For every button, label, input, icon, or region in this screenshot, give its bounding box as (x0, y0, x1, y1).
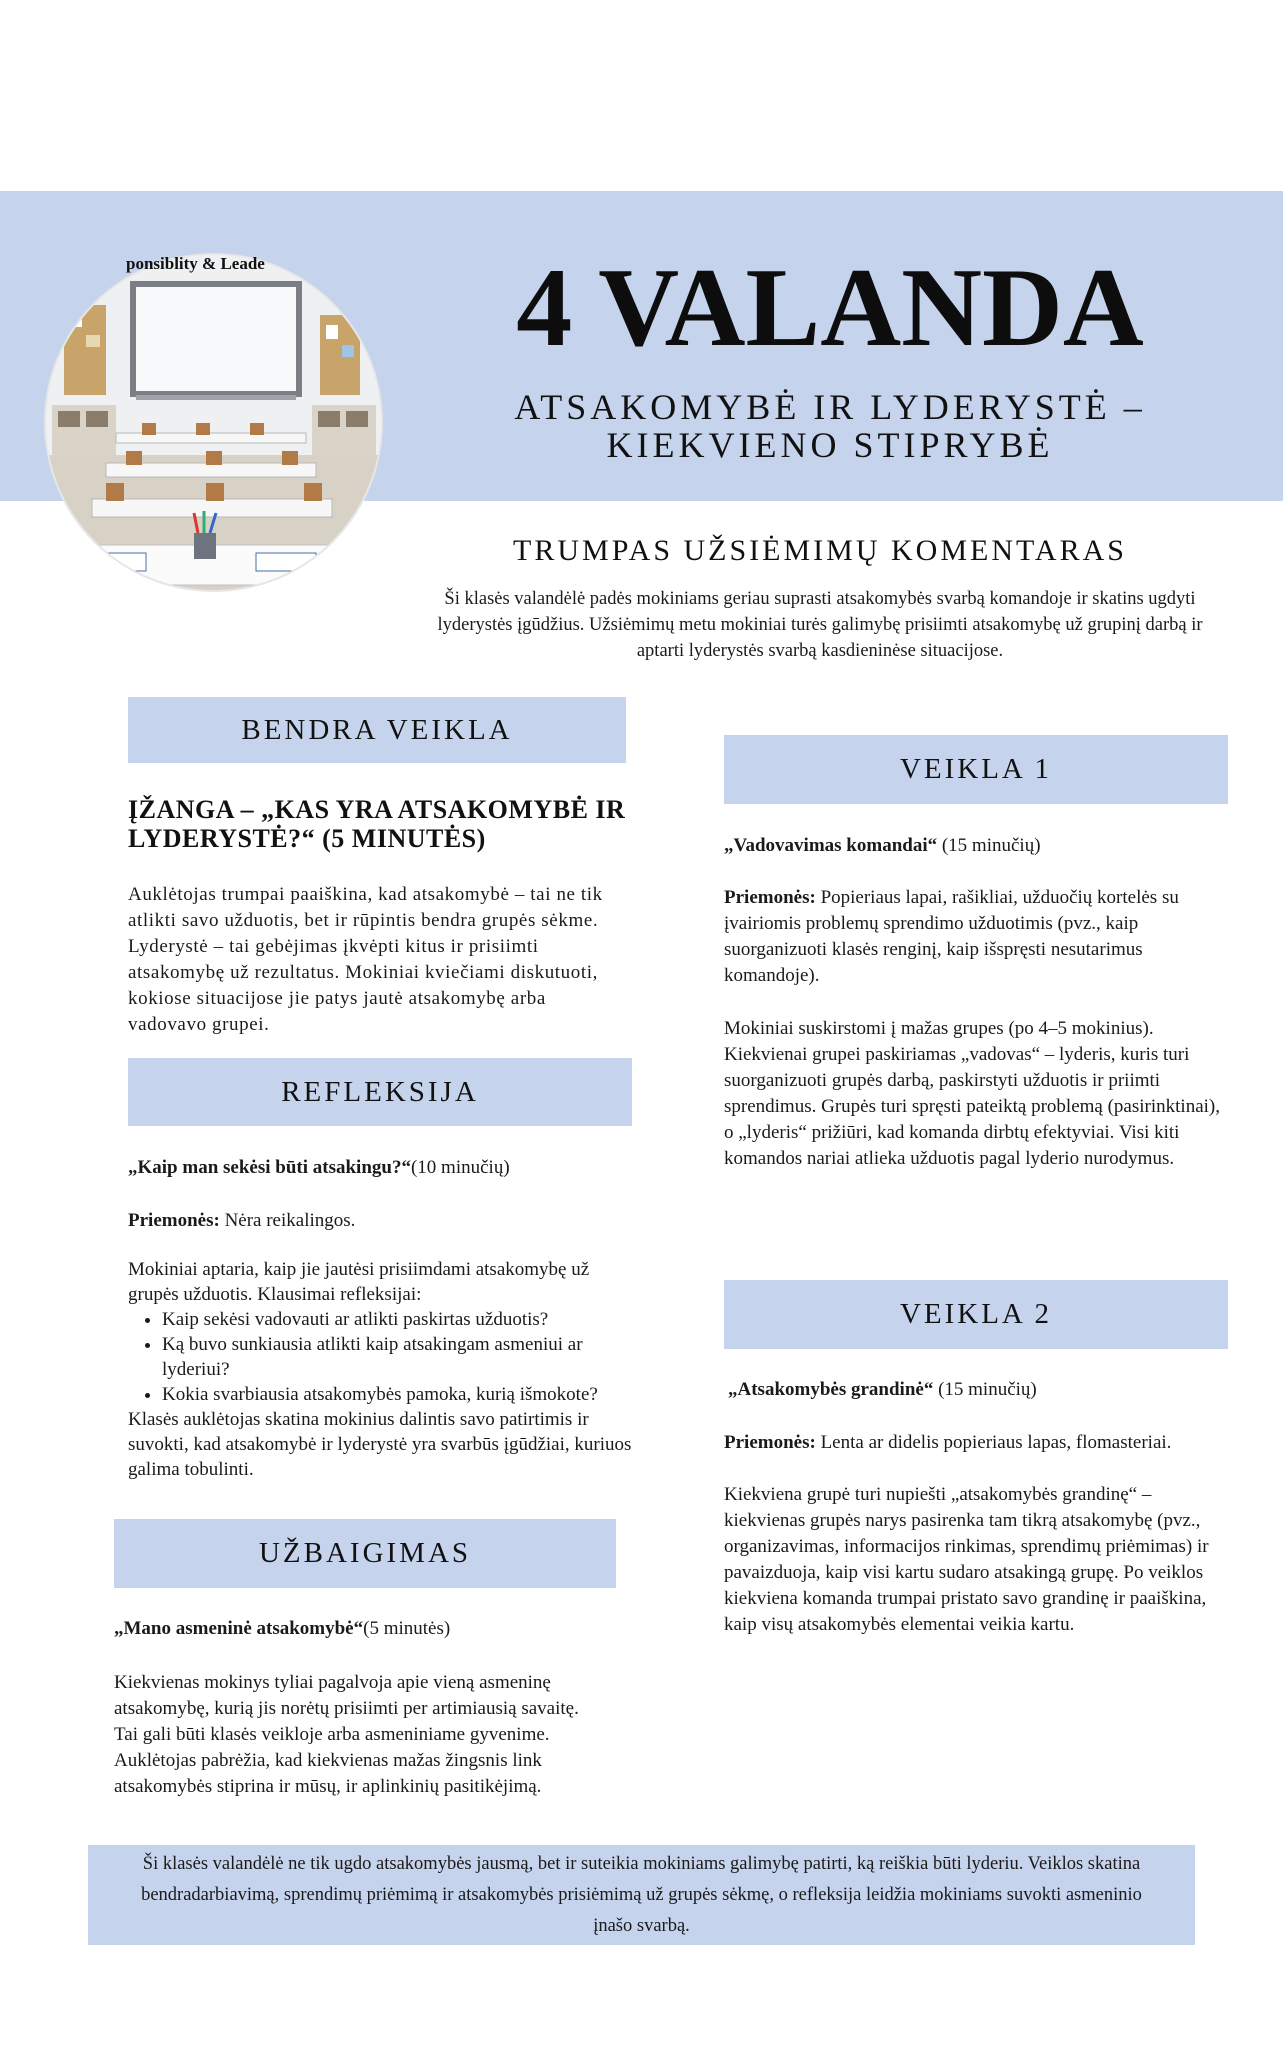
reflection-question: • Ką buvo sunkiausia atlikti kaip atsakingam asmeniui ar lyderiui? (162, 1332, 638, 1382)
page-subtitle (440, 388, 1220, 464)
general-activity-heading: BENDRA VEIKLA (128, 697, 626, 763)
reflection-question: • Kokia svarbiausia atsakomybės pamoka, kurią išmokote? (162, 1382, 638, 1407)
ending-subtitle (114, 1616, 634, 1642)
activity1-heading: VEIKLA 1 (724, 735, 1228, 804)
comment-text: Ši klasės valandėlė padės mokiniams geriau suprasti atsakomybės svarbą komandoje ir skatins ugdyti lyderystės įgūdžius. Užsiėmimų metu mokiniai turės galimybę prisiimti atsakomybę už grupinį darbą ir aptarti lyderystės svarbą kasdieninėse situacijose. (437, 589, 1203, 661)
activity2-materials (724, 1430, 1234, 1456)
reflection-materials-label: Priemonės: (128, 1210, 220, 1231)
summary-text: Ši klasės valandėlė ne tik ugdo atsakomybės jausmą, bet ir suteikia mokiniams galimybę patirti, ką reiškia būti lyderiu. Veiklos skatina bendradarbiavimą, sprendimų priėmimą ir atsakomybės prisiėmimą už grupės sėkmę, o refleksija leidžia mokiniams suvokti asmeninio įnašo svarbą. (141, 1853, 1142, 1936)
activity1-subtitle (724, 833, 1234, 859)
ending-duration: (5 minutės) (363, 1618, 451, 1639)
classroom-photo (46, 255, 381, 590)
activity1-text: Mokiniai suskirstomi į mažas grupes (po 4–5 mokinius). Kiekvienai grupei paskiriamas „vadovas“ – lyderis, kuris turi suorganizuoti grupės darbą, paskirstyti užduotis ir priimti sprendimus. Grupės turi spręsti pateiktą problemą (pasirinktinai), o „lyderis“ prižiūri, kad komanda dirbtų efektyviai. Visi kiti komandos nariai atlieka užduotis pagal lyderio nurodymus. (724, 1018, 1220, 1169)
activity1-materials (724, 885, 1234, 989)
activity1-materials-label: Priemonės: (724, 887, 816, 908)
activity1-duration: (15 minučių) (937, 835, 1041, 856)
image-caption: ponsiblity & Leade (126, 254, 265, 273)
activity1-subtitle-bold: „Vadovavimas komandai“ (724, 835, 938, 856)
classroom-illustration (46, 255, 381, 590)
intro-title: ĮŽANGA – „KAS YRA ATSAKOMYBĖ IR LYDERYSTĖ?“ (5 MINUTĖS) (128, 795, 626, 853)
ending-text: Kiekvienas mokinys tyliai pagalvoja apie vieną asmeninę atsakomybę, kurią jis norėtų prisiimti per artimiausią savaitę. Tai gali būti klasės veikloje arba asmeniniame gyvenime. Auklėtojas pabrėžia, kad kiekvienas mažas žingsnis link atsakomybės stiprina ir mūsų, ir aplinkinių pasitikėjimą. (114, 1672, 579, 1797)
reflection-subtitle (128, 1155, 638, 1181)
activity2-subtitle-bold: „Atsakomybės grandinė“ (728, 1379, 934, 1400)
activity2-materials-text: Lenta ar didelis popieriaus lapas, flomasteriai. (815, 1432, 1172, 1453)
summary-footer (88, 1845, 1195, 1945)
subtitle-line-1: ATSAKOMYBĖ IR LYDERYSTĖ – (514, 387, 1146, 427)
activity2-materials-label: Priemonės: (724, 1432, 816, 1453)
subtitle-line-2: KIEKVIENO STIPRYBĖ (606, 425, 1054, 465)
reflection-question: • Kaip sekėsi vadovauti ar atlikti paskirtas užduotis? (162, 1307, 638, 1332)
reflection-closing: Klasės auklėtojas skatina mokinius dalintis savo patirtimis ir suvokti, kad atsakomybė ir lyderystė yra svarbūs įgūdžiai, kuriuos galima tobulinti. (128, 1409, 632, 1480)
reflection-subtitle-bold: „Kaip man sekėsi būti atsakingu?“ (128, 1157, 411, 1178)
reflection-materials (128, 1208, 638, 1234)
page-title: 4 VALANDA (516, 246, 1144, 370)
comment-title: TRUMPAS UŽSIĖMIMŲ KOMENTARAS (513, 534, 1127, 567)
intro-text: Auklėtojas trumpai paaiškina, kad atsakomybė – tai ne tik atlikti savo užduotis, bet ir rūpintis bendra grupės sėkme. Lyderystė – tai gebėjimas įkvėpti kitus ir prisiimti atsakomybę už rezultatus. Mokiniai kviečiami diskutuoti, kokiose situacijose jie patys jautė atsakomybę arba vadovavo grupei. (128, 884, 603, 1035)
reflection-intro: Mokiniai aptaria, kaip jie jautėsi prisiimdami atsakomybę už grupės užduotis. Klausimai refleksijai: (128, 1259, 590, 1305)
reflection-body (128, 1257, 638, 1482)
activity1-materials-text: Popieriaus lapai, rašikliai, užduočių kortelės su įvairiomis problemų sprendimo užduotimis (pvz., kaip suorganizuoti klasės renginį, kaip išspręsti nesutarimus komandoje). (724, 887, 1179, 986)
ending-subtitle-bold: „Mano asmeninė atsakomybė“ (114, 1618, 364, 1639)
reflection-materials-text: Nėra reikalingos. (219, 1210, 356, 1231)
activity2-duration: (15 minučių) (933, 1379, 1037, 1400)
reflection-heading: REFLEKSIJA (128, 1058, 632, 1126)
reflection-duration: (10 minučių) (410, 1157, 510, 1178)
activity2-text: Kiekviena grupė turi nupiešti „atsakomybės grandinę“ – kiekvienas grupės narys pasirenka tam tikrą atsakomybę (pvz., organizavimas, informacijos rinkimas, sprendimų priėmimas) ir pavaizduoja, kaip visi kartu sudaro atsakingą grupę. Po veiklos kiekviena komanda trumpai pristato savo grandinę ir paaiškina, kaip visų atsakomybės elementai veikia kartu. (724, 1484, 1209, 1635)
reflection-questions (128, 1307, 638, 1407)
ending-heading: UŽBAIGIMAS (114, 1519, 616, 1588)
activity2-heading: VEIKLA 2 (724, 1280, 1228, 1349)
activity2-subtitle (728, 1377, 1238, 1403)
